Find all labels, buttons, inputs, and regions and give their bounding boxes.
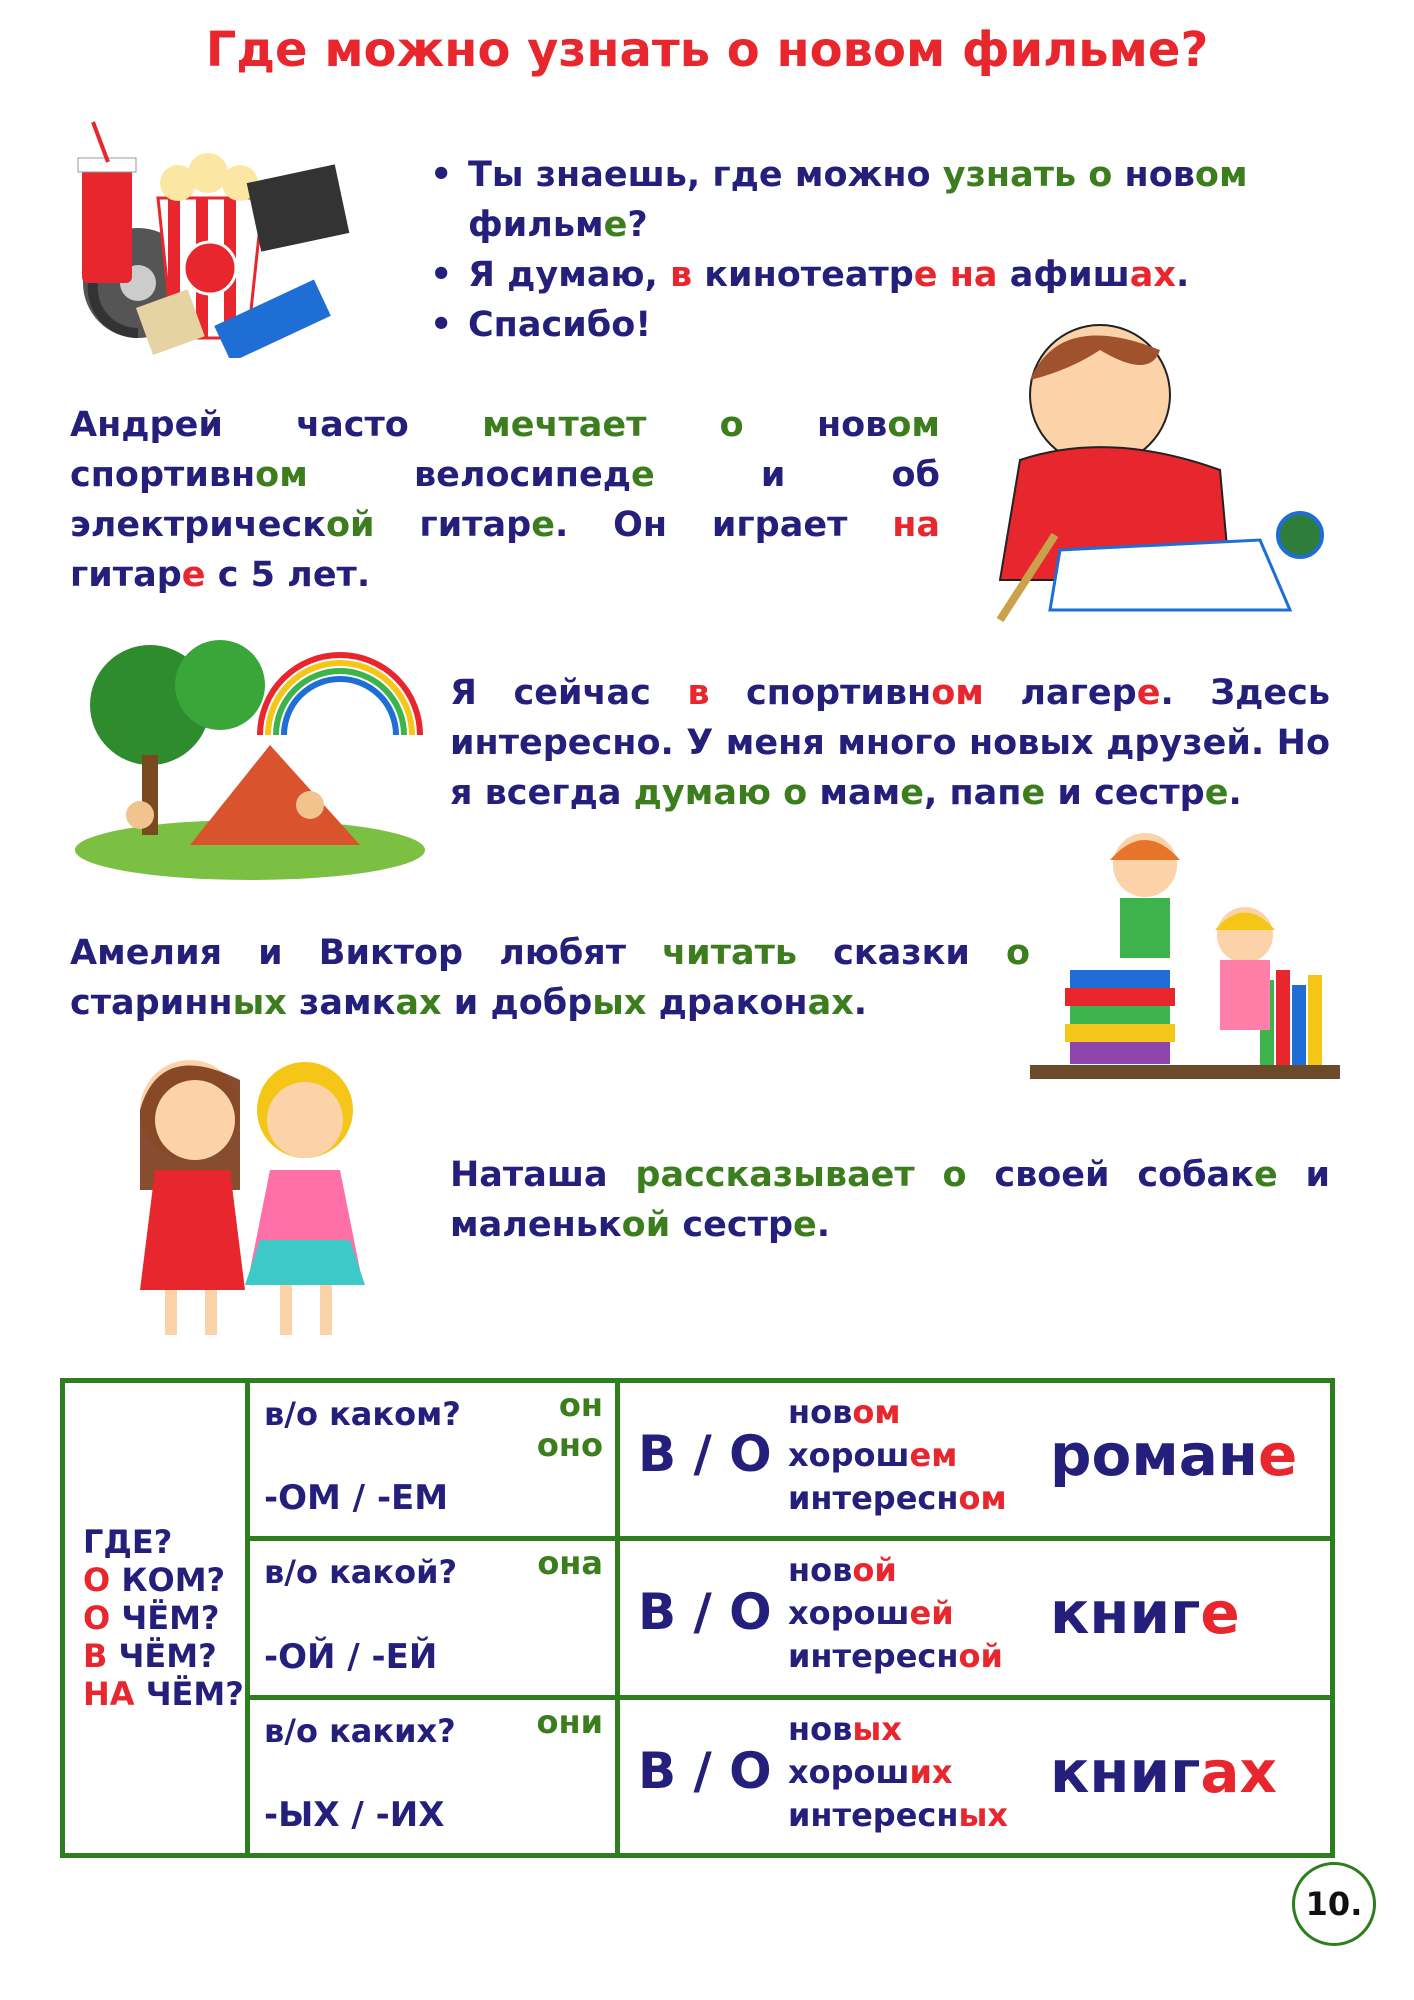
dialog-line: • Ты знаешь, где можно узнать о новом фильме?	[430, 150, 1250, 250]
camp-illustration	[70, 615, 430, 885]
paragraph-camp: Я сейчас в спортивном лагере. Здесь интересно. У меня много новых друзей. Но я всегда думаю о маме, папе и сестре.	[450, 673, 1331, 813]
ending-cell-feminine: в/о какой? она -ОЙ / -ЕЙ	[248, 1539, 618, 1697]
question-about-what: О ЧЁМ?	[83, 1599, 220, 1637]
paragraph-amelia: Амелия и Виктор любят читать сказки о старинных замках и добрых драконах.	[70, 933, 1030, 1023]
example-cell-plural: В / О новых хороших интересных книгах	[618, 1697, 1333, 1855]
question-on-what: НА ЧЁМ?	[83, 1675, 244, 1713]
paragraph-andrey: Андрей часто мечтает о новом спортивном велосипеде и об электрической гитаре. Он играет на гитаре с 5 лет.	[70, 405, 941, 595]
ending-cell-masculine: в/о каком? он оно -ОМ / -ЕМ	[248, 1381, 618, 1539]
girls-talking-illustration	[120, 1040, 380, 1350]
dialog-line: • Я думаю, в кинотеатре на афишах.	[430, 250, 1250, 300]
kids-reading-illustration	[1030, 820, 1350, 1120]
question-about-whom: О КОМ?	[83, 1561, 226, 1599]
grammar-table	[60, 1378, 1335, 1858]
page-title: Где можно узнать о новом фильме?	[205, 22, 1209, 78]
cinema-illustration	[68, 118, 358, 358]
ending-cell-plural: в/о каких? они -ЫХ / -ИХ	[248, 1697, 618, 1855]
page-number: 10.	[1292, 1862, 1376, 1946]
question-where: ГДЕ?	[83, 1523, 173, 1561]
paragraph-natasha: Наташа рассказывает о своей собаке и маленькой сестре.	[450, 1155, 1330, 1245]
example-cell-feminine: В / О новой хорошей интересной книге	[618, 1539, 1333, 1697]
question-in-what: В ЧЁМ?	[83, 1637, 217, 1675]
dialog-line: • Спасибо!	[430, 300, 1250, 350]
example-cell-masculine: В / О новом хорошем интересном романе	[618, 1381, 1333, 1539]
questions-cell	[63, 1381, 248, 1856]
boy-reading-illustration	[960, 310, 1350, 630]
